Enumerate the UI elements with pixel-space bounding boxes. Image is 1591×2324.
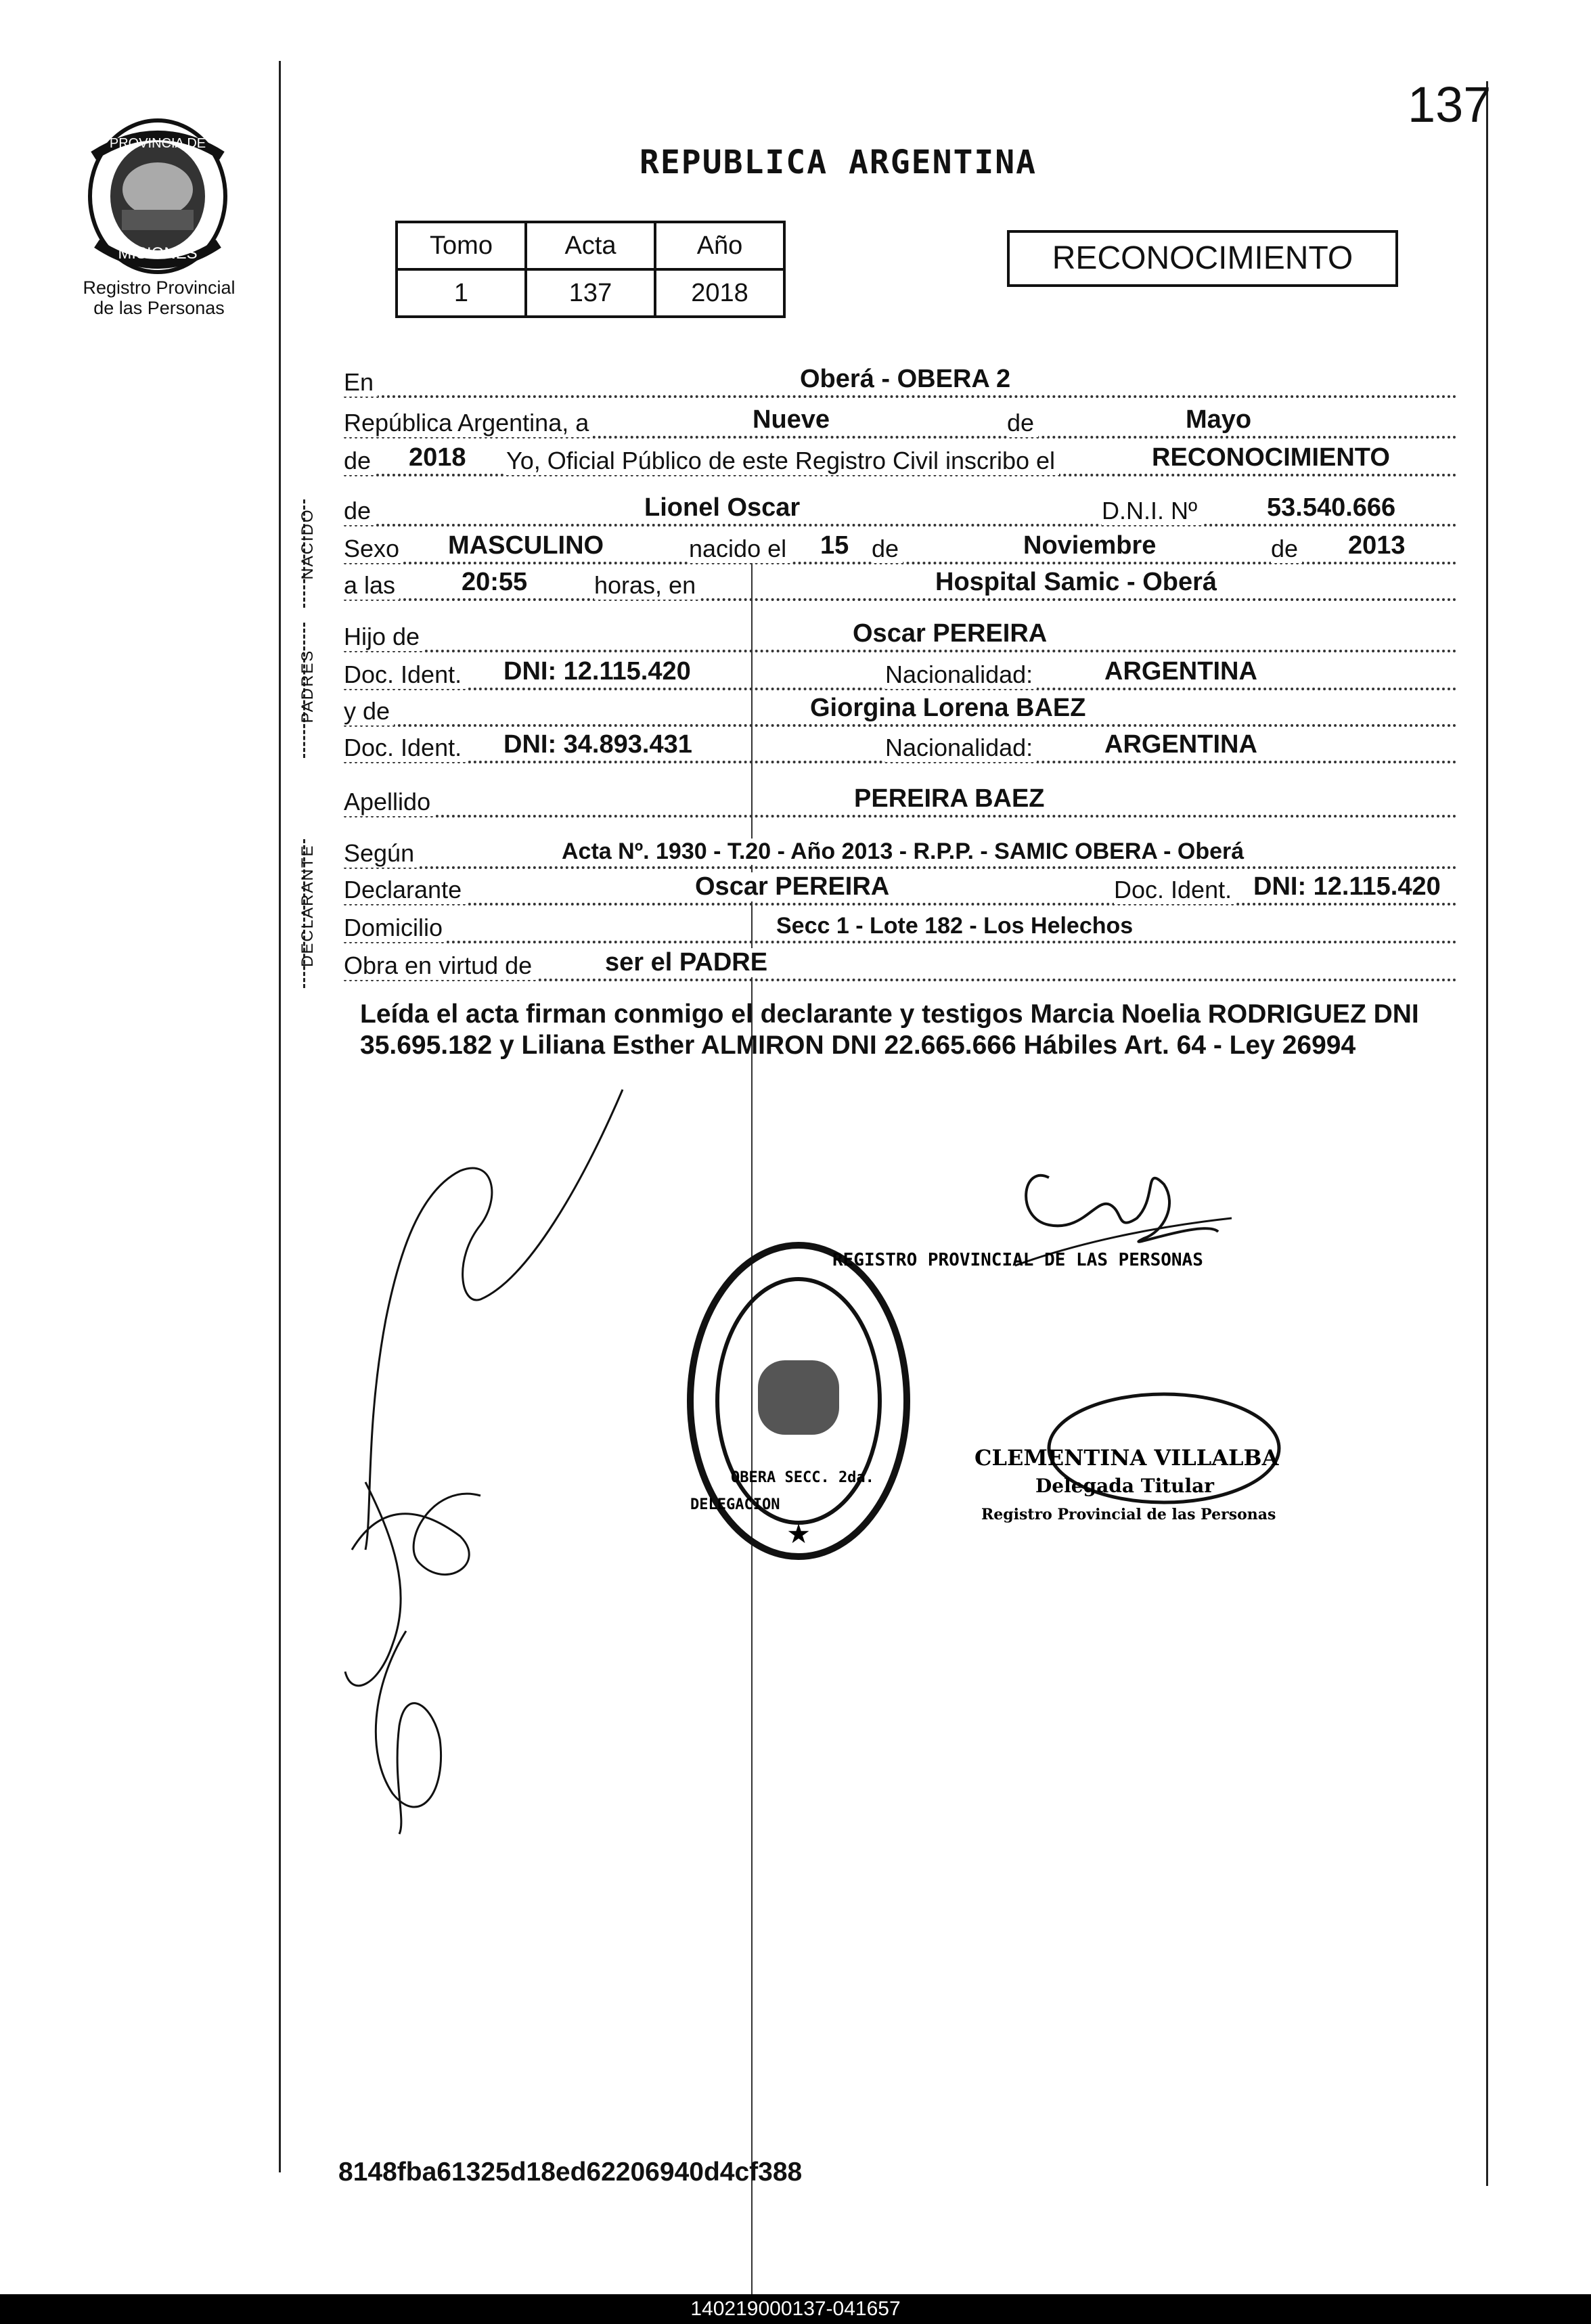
ref-header-acta: Acta (526, 222, 655, 269)
declarante-label: Declarante (344, 876, 466, 904)
year-value: 2018 (406, 443, 469, 472)
logo-bottom-text: MISIONES (118, 244, 198, 263)
logo-label-line2: de las Personas (93, 298, 225, 318)
svg-text:★: ★ (786, 1519, 811, 1550)
child-dni-label: D.N.I. Nº (1102, 497, 1201, 525)
official-office: Registro Provincial de las Personas (981, 1506, 1276, 1523)
obra-label: Obra en virtud de (344, 952, 536, 980)
row-father (344, 620, 1457, 656)
mother-doc-label: Doc. Ident. (344, 734, 466, 762)
row-mother (344, 694, 1457, 731)
segun-value: Acta Nº. 1930 - T.20 - Año 2013 - R.P.P. - SAMIC OBERA - Oberá (559, 839, 1247, 865)
stamp-left-text: DELEGACION (690, 1496, 780, 1513)
row-apellido (344, 785, 1457, 822)
official-name: CLEMENTINA VILLALBA (974, 1445, 1279, 1471)
apellido-label: Apellido (344, 788, 434, 816)
nacido-side-label: NACIDO (298, 508, 317, 580)
rep-label: República Argentina, a (344, 409, 593, 437)
ref-header-ano: Año (655, 222, 784, 269)
row-domicilio (344, 911, 1457, 947)
year-prefix: de (344, 447, 375, 475)
row-date (344, 406, 1457, 443)
mother-name: Giorgina Lorena BAEZ (807, 694, 1088, 723)
month-value: Mayo (1183, 405, 1254, 434)
row-time-place (344, 568, 1457, 605)
birth-de1-label: de (872, 535, 903, 563)
yde-label: y de (344, 697, 394, 725)
row-segun (344, 836, 1457, 873)
hijo-label: Hijo de (344, 623, 424, 651)
stamp-outer-text: REGISTRO PROVINCIAL DE LAS PERSONAS (832, 1250, 1203, 1270)
mother-nac: ARGENTINA (1102, 730, 1260, 759)
ref-value-acta: 137 (526, 269, 655, 317)
father-nac: ARGENTINA (1102, 657, 1260, 686)
nacido-el-label: nacido el (689, 535, 790, 563)
row-mother-doc (344, 731, 1457, 767)
row-declarante (344, 873, 1457, 910)
row-father-doc (344, 658, 1457, 694)
father-doc-label: Doc. Ident. (344, 661, 466, 689)
en-value: Oberá - OBERA 2 (797, 365, 1013, 394)
closing-statement: Leída el acta firman conmigo el declarante y testigos Marcia Noelia RODRIGUEZ DNI 35.695.182 y Liliana Esther ALMIRON DNI 22.665.666 Hábiles Art. 64 - Ley 26994 (360, 1000, 1419, 1060)
place-value: Hospital Samic - Oberá (933, 568, 1219, 597)
birth-month: Noviembre (1021, 531, 1159, 560)
declarante-value: Oscar PEREIRA (692, 872, 892, 901)
provincial-seal-logo (80, 115, 236, 277)
child-dni: 53.540.666 (1264, 493, 1398, 522)
domicilio-label: Domicilio (344, 914, 447, 942)
father-nac-label: Nacionalidad: (885, 661, 1037, 689)
time-label: a las (344, 571, 399, 600)
birth-day: 15 (817, 531, 851, 560)
official-role: Delegada Titular (1035, 1475, 1215, 1497)
en-label: En (344, 368, 378, 397)
row-year (344, 444, 1457, 481)
row-obra (344, 949, 1457, 985)
logo-label-line1: Registro Provincial (83, 277, 236, 298)
father-doc: DNI: 12.115.420 (501, 657, 694, 686)
domicilio-value: Secc 1 - Lote 182 - Los Helechos (774, 913, 1136, 939)
officer-value: RECONOCIMIENTO (1149, 443, 1393, 472)
month-de-label: de (1007, 409, 1038, 437)
document-hash: 8148fba61325d18ed62206940d4cf388 (338, 2158, 803, 2187)
sexo-value: MASCULINO (445, 531, 606, 560)
nacido-de-label: de (344, 497, 375, 525)
official-name-stamp (968, 1367, 1306, 1536)
row-sexo (344, 532, 1457, 568)
ref-header-tomo: Tomo (397, 222, 526, 269)
segun-label: Según (344, 839, 418, 868)
reference-table (395, 221, 786, 318)
ref-value-ano: 2018 (655, 269, 784, 317)
stamp-inner-text: OBERA SECC. 2da. (731, 1469, 874, 1486)
father-name: Oscar PEREIRA (850, 619, 1050, 648)
row-nacido-name (344, 494, 1457, 531)
declarante-doc: DNI: 12.115.420 (1251, 872, 1443, 901)
left-margin-rule (279, 61, 281, 2172)
mother-nac-label: Nacionalidad: (885, 734, 1037, 762)
record-kind-box: RECONOCIMIENTO (1007, 230, 1398, 287)
logo-label (74, 277, 244, 318)
padres-side-label: PADRES (298, 649, 317, 723)
declarante-side-label: DECLARANTE (298, 844, 317, 967)
obra-value: ser el PADRE (602, 948, 770, 977)
time-value: 20:55 (459, 568, 530, 597)
logo-top-text: PROVINCIA DE (109, 136, 206, 151)
document-title: REPUBLICA ARGENTINA (640, 143, 1037, 181)
right-margin-rule (1486, 81, 1488, 2186)
child-name: Lionel Oscar (642, 493, 803, 522)
declarante-doc-label: Doc. Ident. (1114, 876, 1236, 904)
place-label: horas, en (594, 571, 700, 600)
footer-code-bar: 140219000137-041657 (0, 2294, 1591, 2324)
birth-year: 2013 (1345, 531, 1408, 560)
ref-value-tomo: 1 (397, 269, 526, 317)
day-value: Nueve (750, 405, 832, 434)
apellido-value: PEREIRA BAEZ (851, 784, 1048, 813)
officer-text: Yo, Oficial Público de este Registro Civil inscribo el (506, 447, 1059, 475)
sexo-label: Sexo (344, 535, 403, 563)
row-en (344, 365, 1457, 402)
birth-de2-label: de (1271, 535, 1302, 563)
mother-doc: DNI: 34.893.431 (501, 730, 695, 759)
witness-signature-left (325, 1076, 636, 1841)
page-number: 137 (1408, 76, 1492, 133)
